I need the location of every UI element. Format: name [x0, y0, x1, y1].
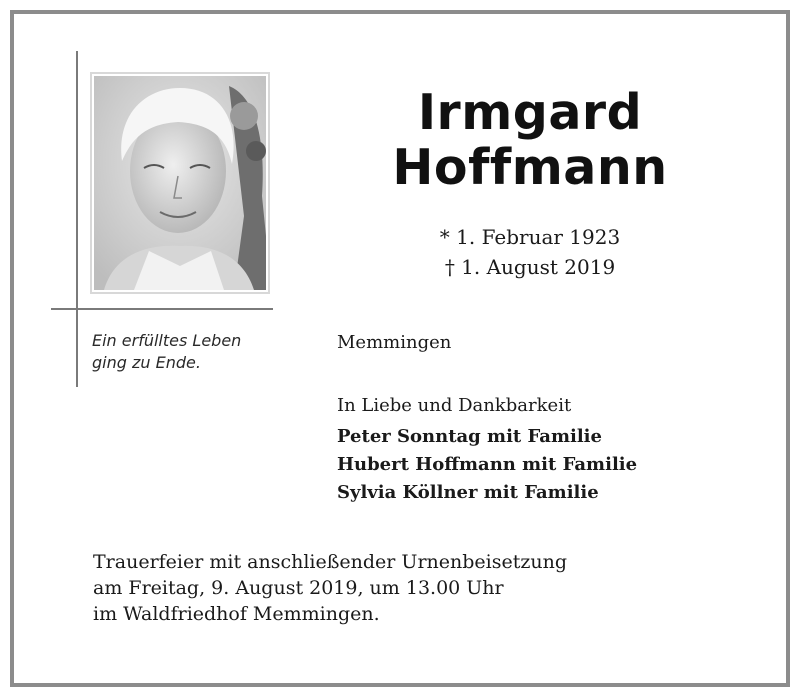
funeral-line-2: am Freitag, 9. August 2019, um 13.00 Uhr: [93, 577, 504, 599]
portrait-image: [94, 76, 266, 290]
gratitude-line: In Liebe und Dankbarkeit: [337, 395, 572, 416]
mourner-family: Sylvia Köllner mit Familie: [337, 482, 599, 503]
motto-line-1: Ein erfülltes Leben: [92, 331, 242, 350]
portrait-photo: [90, 72, 270, 294]
cross-vertical-line: [76, 51, 78, 387]
mourner-family: Hubert Hoffmann mit Familie: [337, 454, 638, 475]
death-date: † 1. August 2019: [444, 255, 616, 279]
mourners-list: [337, 423, 637, 507]
last-name: Hoffmann: [392, 139, 668, 196]
funeral-line-3: im Waldfriedhof Memmingen.: [93, 603, 380, 625]
deceased-name: [330, 85, 730, 195]
cross-horizontal-line: [51, 308, 273, 310]
place: Memmingen: [337, 332, 452, 353]
motto-line-2: ging zu Ende.: [92, 353, 201, 372]
first-name: Irmgard: [417, 84, 643, 141]
mourner-family: Peter Sonntag mit Familie: [337, 426, 602, 447]
funeral-info: [93, 549, 713, 627]
funeral-line-1: Trauerfeier mit anschließender Urnenbeisetzung: [93, 551, 567, 573]
life-dates: [330, 222, 730, 282]
motto: [92, 330, 292, 374]
birth-date: * 1. Februar 1923: [439, 225, 621, 249]
